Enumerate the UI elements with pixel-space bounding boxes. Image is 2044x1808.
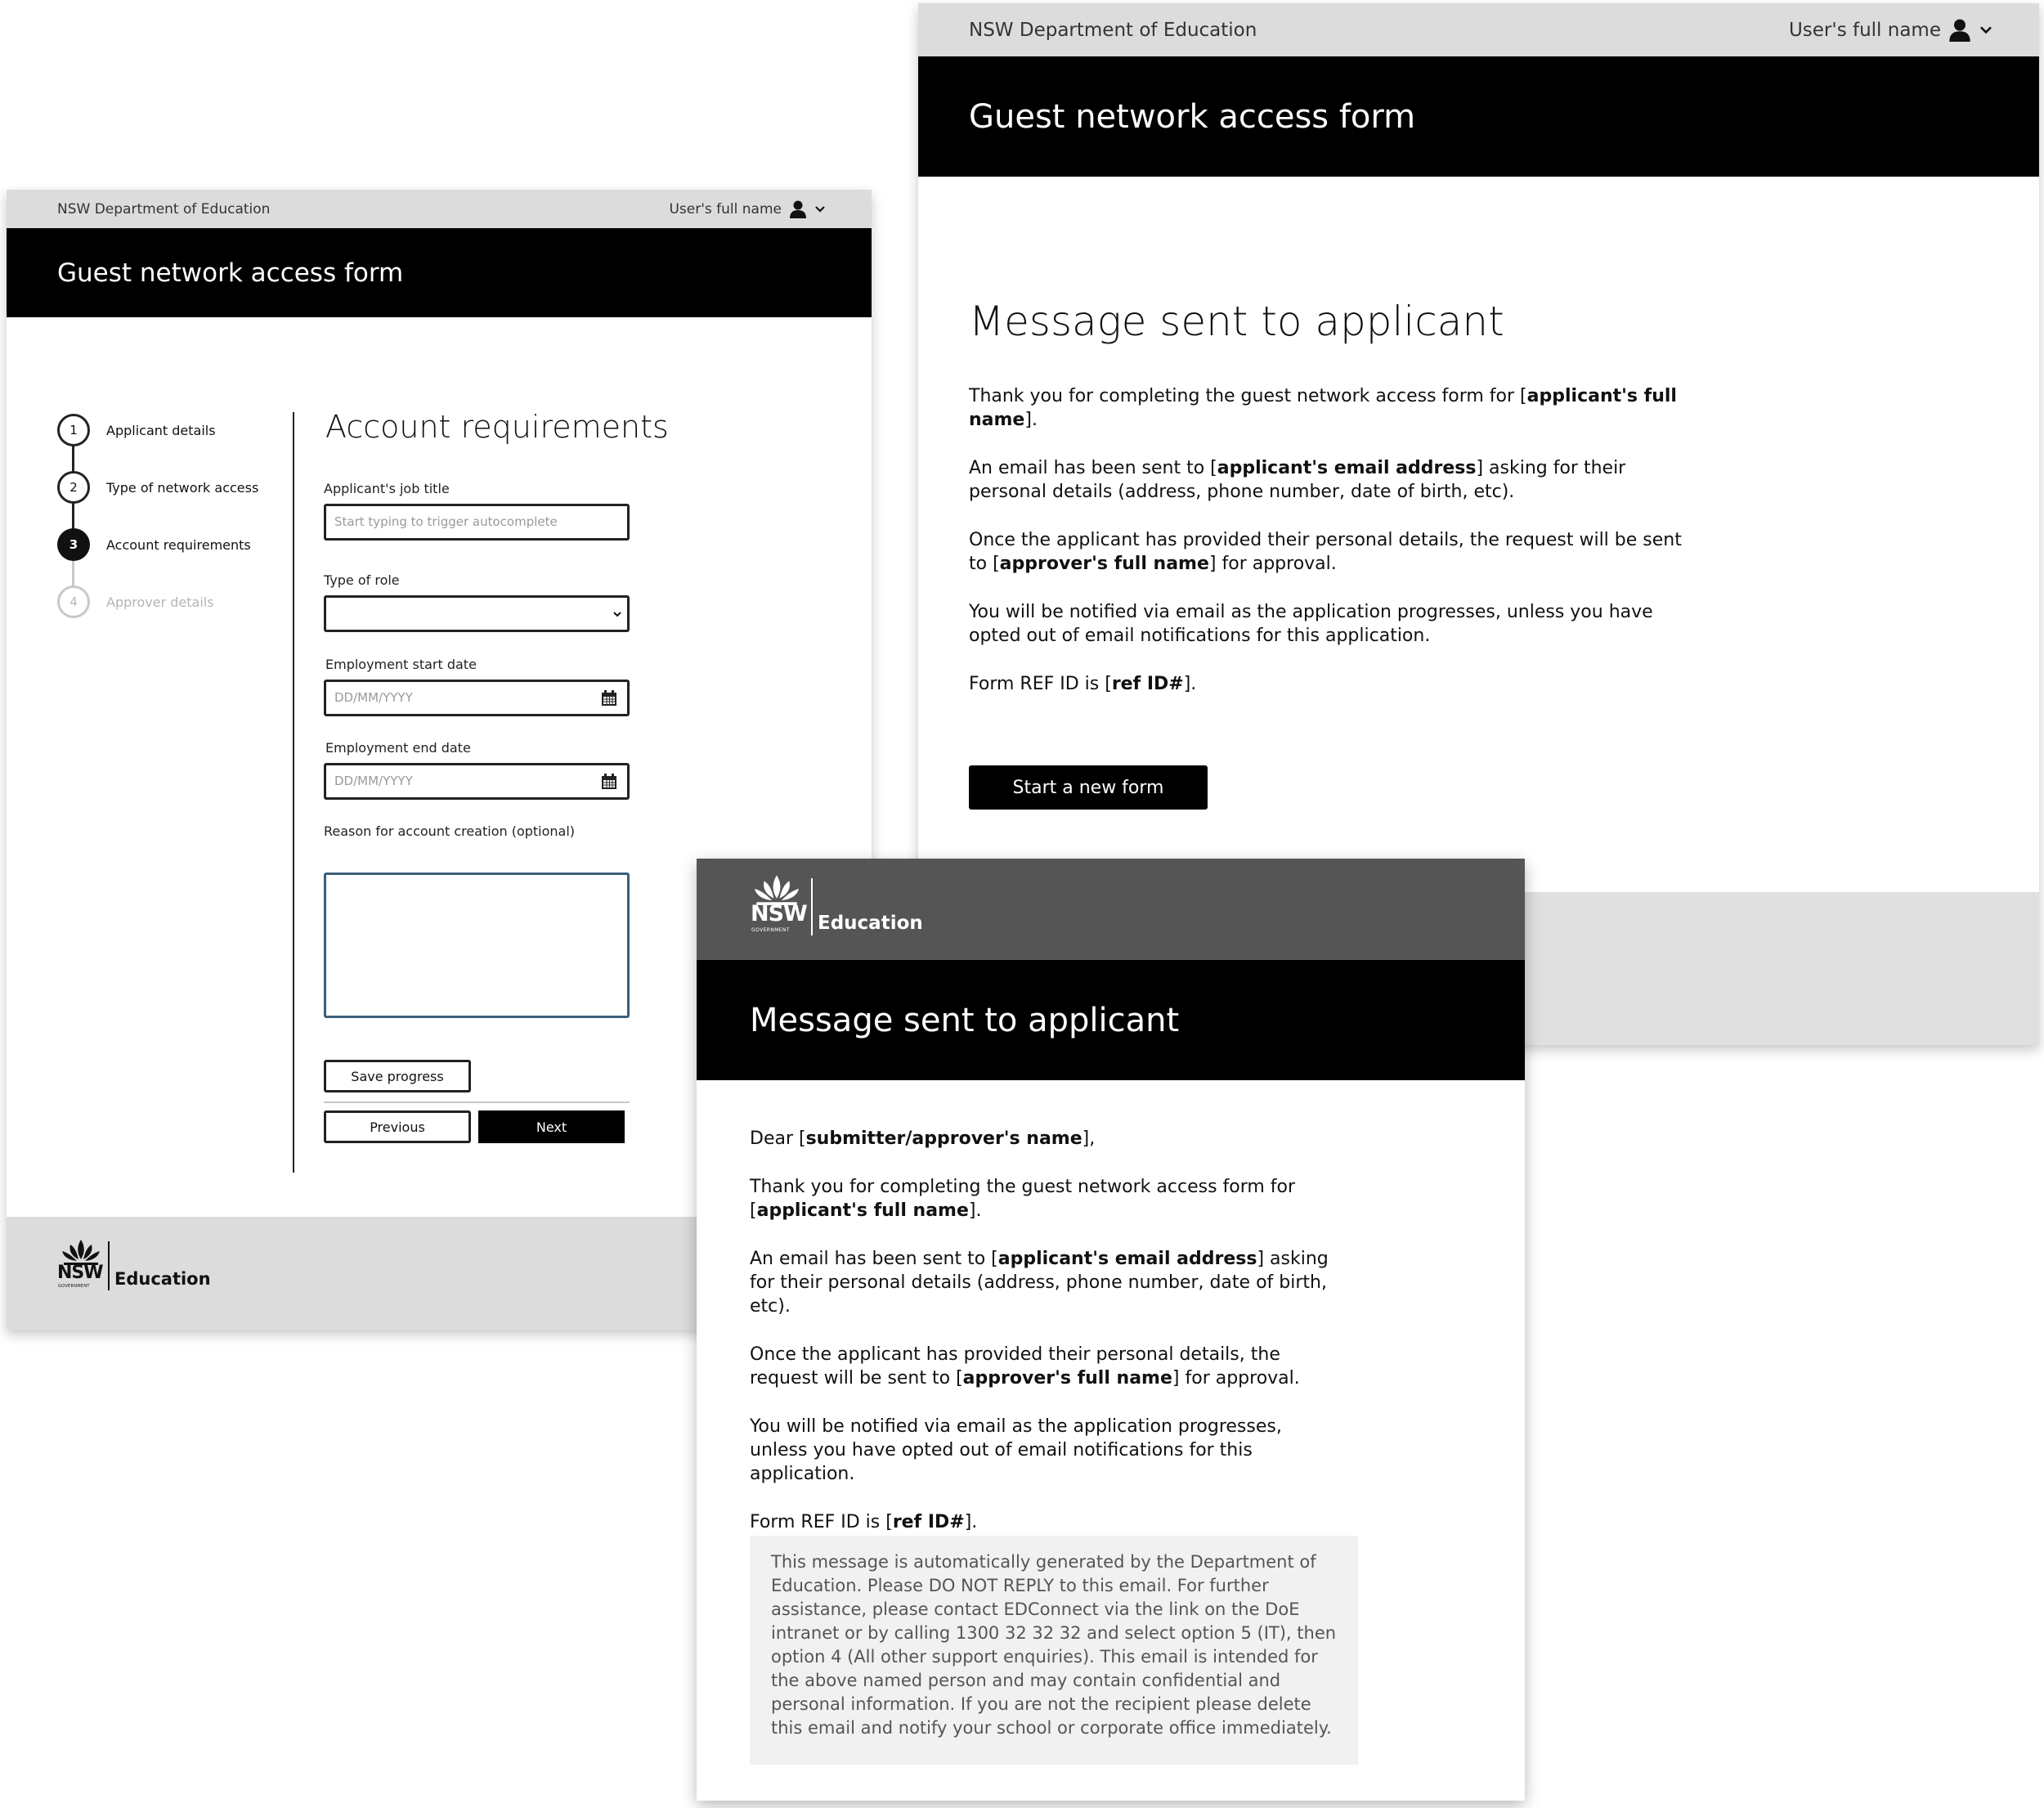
body-paragraph: Thank you for completing the guest network access form for [applicant's full name]. [969, 386, 1677, 430]
progress-stepper [57, 414, 270, 659]
logo-divider [108, 1241, 110, 1290]
start-new-form-label: Start a new form [1012, 777, 1164, 798]
body-paragraph: You will be notified via email as the application progresses, unless you have opted out of email notifications for this application. [969, 602, 1653, 646]
page-banner [7, 228, 872, 317]
user-icon [790, 200, 806, 218]
top-bar [7, 190, 872, 228]
reason-label: Reason for account creation (optional) [324, 823, 576, 839]
page-title: Guest network access form [969, 97, 1416, 136]
department-name: NSW Department of Education [969, 19, 1257, 41]
email-banner [697, 960, 1525, 1080]
end-date-label: Employment end date [325, 740, 471, 756]
page-banner [918, 56, 2039, 177]
next-button[interactable] [478, 1110, 625, 1143]
logo-divider [811, 878, 813, 935]
ref-id-paragraph: Form REF ID is [ref ID#]. [750, 1512, 978, 1532]
step-label: Type of network access [106, 479, 259, 496]
calendar-icon[interactable] [601, 774, 617, 790]
chevron-down-icon [814, 205, 826, 213]
email-window [697, 859, 1525, 1801]
auto-generated-notice [750, 1536, 1358, 1765]
greeting: Dear [submitter/approver's name], [750, 1128, 1096, 1149]
body-paragraph: Once the applicant has provided their personal details, the request will be sent to [approver's full name] for approval. [969, 530, 1682, 574]
job-title-input[interactable] [324, 504, 630, 541]
user-name: User's full name [669, 200, 782, 218]
email-body [750, 1127, 1338, 1534]
body-paragraph: You will be notified via email as the application progresses, unless you have opted out of email notifications for this application. [750, 1416, 1282, 1484]
save-progress-label: Save progress [351, 1068, 444, 1084]
calendar-icon[interactable] [601, 690, 617, 707]
logo-government: GOVERNMENT [58, 1284, 90, 1289]
start-date-input[interactable] [324, 680, 630, 716]
step-type-of-network-access[interactable] [57, 471, 258, 504]
start-date-placeholder: DD/MM/YYYY [334, 690, 413, 705]
logo-education: Education [818, 913, 923, 934]
email-brand-header [697, 859, 1525, 960]
user-icon [1949, 19, 1970, 42]
step-label: Approver details [106, 594, 214, 610]
department-name: NSW Department of Education [57, 200, 271, 218]
step-number: 4 [57, 585, 90, 618]
reason-textarea[interactable] [324, 873, 630, 1018]
step-number: 1 [57, 414, 90, 446]
user-name: User's full name [1788, 19, 1941, 41]
step-number: 2 [57, 471, 90, 504]
page-title: Guest network access form [57, 258, 404, 288]
ref-id-paragraph: Form REF ID is [ref ID#]. [969, 674, 1197, 694]
role-label: Type of role [324, 572, 400, 588]
previous-label: Previous [370, 1119, 425, 1135]
nsw-education-logo [57, 1238, 211, 1294]
logo-nsw: NSW [751, 901, 807, 926]
save-progress-button[interactable] [324, 1060, 471, 1092]
body-paragraph: Once the applicant has provided their personal details, the request will be sent to [approver's full name] for approval. [750, 1344, 1300, 1389]
start-new-form-button[interactable] [969, 765, 1208, 810]
waratah-logo-icon [59, 1238, 103, 1266]
step-label: Applicant details [106, 422, 216, 438]
job-title-label: Applicant's job title [324, 481, 450, 496]
chevron-down-icon [612, 611, 622, 617]
body-paragraph: An email has been sent to [applicant's email address] asking for their personal details (address, phone number, date of birth, etc). [750, 1249, 1329, 1317]
confirmation-heading: Message sent to applicant [969, 298, 1504, 345]
chevron-down-icon [1979, 25, 1993, 35]
job-title-placeholder: Start typing to trigger autocomplete [334, 514, 558, 529]
step-approver-details[interactable] [57, 585, 214, 618]
next-label: Next [536, 1119, 567, 1135]
logo-government: GOVERNMENT [751, 927, 790, 933]
body-paragraph: An email has been sent to [applicant's email address] asking for their personal details (address, phone number, date of birth, etc). [969, 458, 1626, 502]
logo-nsw: NSW [57, 1263, 103, 1283]
previous-button[interactable] [324, 1110, 471, 1143]
confirmation-body [969, 384, 1688, 696]
nsw-education-logo [751, 873, 947, 947]
end-date-input[interactable] [324, 763, 630, 800]
role-select[interactable] [324, 595, 630, 632]
button-divider [324, 1101, 630, 1103]
section-title: Account requirements [325, 409, 669, 445]
user-menu[interactable] [1789, 3, 1993, 56]
top-bar [918, 3, 2039, 56]
start-date-label: Employment start date [325, 657, 477, 672]
logo-education: Education [114, 1269, 211, 1289]
email-title: Message sent to applicant [750, 1001, 1180, 1039]
step-applicant-details[interactable] [57, 414, 216, 446]
step-label: Account requirements [106, 536, 251, 553]
user-menu[interactable] [669, 190, 826, 228]
body-paragraph: Thank you for completing the guest network access form for [applicant's full name]. [750, 1177, 1296, 1221]
end-date-placeholder: DD/MM/YYYY [334, 774, 413, 788]
section-divider [293, 412, 294, 1173]
step-number: 3 [57, 528, 90, 561]
notice-text: This message is automatically generated by the Department of Education. Please DO NOT REPLY to this email. For further assistance, please contact EDConnect via the link on the DoE intranet or by calling 1300 32 32 32 and select option 5 (IT), then option 4 (All other support enquiries). This email is intended for the above named person and may contain confidential and personal information. If you are not the recipient please delete this email and notify your school or corporate office immediately. [771, 1552, 1337, 1738]
step-account-requirements[interactable] [57, 528, 251, 561]
